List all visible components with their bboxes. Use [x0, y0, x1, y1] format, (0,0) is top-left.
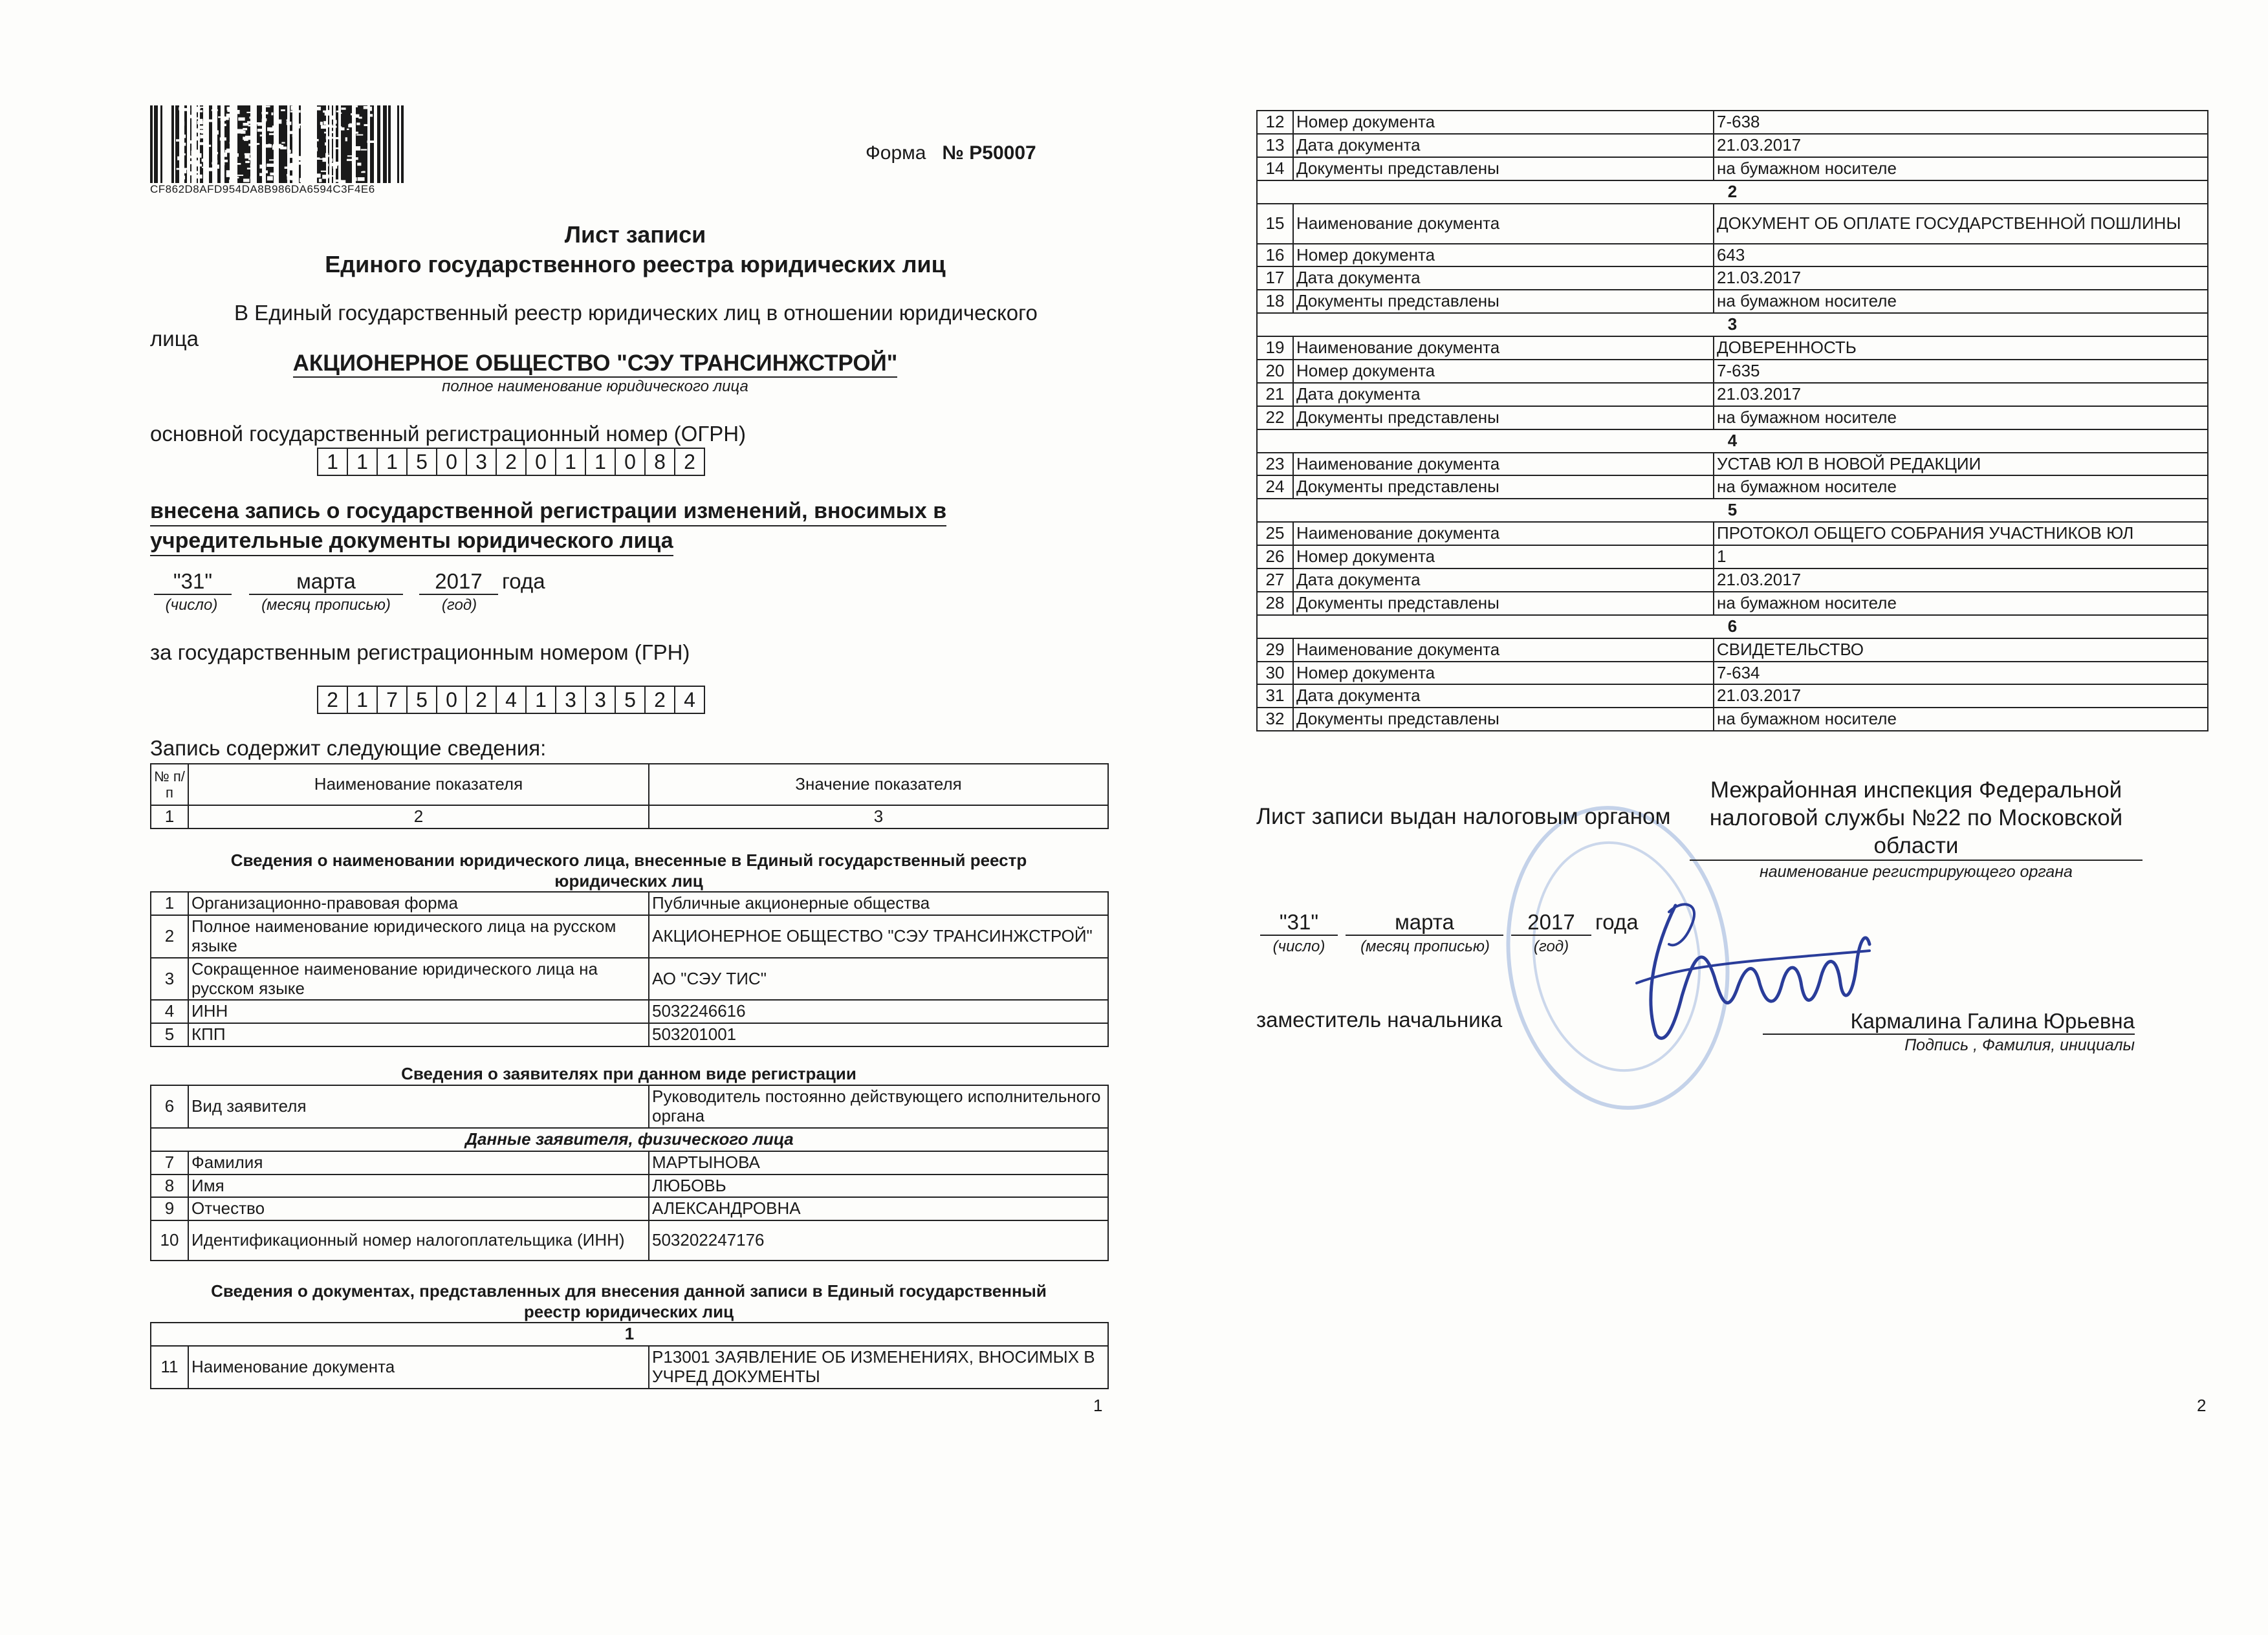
row-name: Вид заявителя: [188, 1085, 649, 1128]
digit-box: 2: [674, 448, 705, 476]
table-row: [1257, 290, 2208, 313]
row-value: на бумажном носителе: [1714, 290, 2208, 313]
row-value: 21.03.2017: [1714, 684, 2208, 708]
digit-box: 2: [466, 686, 497, 714]
row-name: Дата документа: [1293, 266, 1714, 290]
row-number: 18: [1257, 290, 1293, 313]
row-name: Идентификационный номер налогоплательщика (ИНН): [188, 1220, 649, 1261]
row-name: Наименование документа: [1293, 522, 1714, 545]
digit-box: 1: [347, 686, 378, 714]
col-num-header: № п/п: [151, 764, 188, 805]
row-name: Номер документа: [1293, 545, 1714, 568]
row-number: 27: [1257, 568, 1293, 592]
row-name: Полное наименование юридического лица на русском языке: [188, 915, 649, 958]
row-value: 21.03.2017: [1714, 134, 2208, 157]
col-value-header: Значение показателя: [649, 764, 1108, 805]
digit-box: 1: [347, 448, 378, 476]
date1-cap-year: (год): [441, 596, 477, 614]
digit-box: 2: [317, 686, 348, 714]
date2-cap-year: (год): [1533, 938, 1569, 955]
row-name: Отчество: [188, 1197, 649, 1220]
company-name-caption: полное наименование юридического лица: [442, 378, 748, 395]
row-name: ИНН: [188, 1000, 649, 1023]
date2-year: 2017: [1511, 910, 1591, 936]
digit-box: 3: [466, 448, 497, 476]
row-value: 7-635: [1714, 360, 2208, 383]
digit-box: 1: [317, 448, 348, 476]
table-row: [1257, 708, 2208, 731]
table-row: [1257, 383, 2208, 406]
section3-title-line2: реестр юридических лиц: [523, 1302, 734, 1321]
authority-caption: наименование регистрирующего органа: [1760, 863, 2073, 881]
row-number: 26: [1257, 545, 1293, 568]
digit-box: 2: [644, 686, 675, 714]
row-number: 32: [1257, 708, 1293, 731]
row-name: Дата документа: [1293, 684, 1714, 708]
table-row: [151, 1000, 1108, 1023]
document-group-number: 6: [1257, 615, 2208, 638]
section1-title-line2: юридических лиц: [554, 871, 703, 891]
row-number: 10: [151, 1220, 188, 1261]
row-number: 2: [151, 915, 188, 958]
section2-table: [150, 1085, 1109, 1261]
row-name: Наименование документа: [1293, 204, 1714, 244]
intro-line1: В Единый государственный реестр юридических лиц в отношении юридического: [234, 301, 1038, 325]
row-value: МАРТЫНОВА: [649, 1151, 1108, 1175]
digit-box: 7: [376, 686, 408, 714]
table-row: [1257, 545, 2208, 568]
row-value: 1: [1714, 545, 2208, 568]
date1-day: "31": [154, 569, 232, 595]
document-group-number: 2: [1257, 180, 2208, 204]
digit-box: 0: [436, 686, 467, 714]
digit-box: 1: [525, 686, 556, 714]
applicant-subheader: Данные заявителя, физического лица: [151, 1128, 1108, 1151]
date1-suffix: года: [502, 569, 545, 593]
row-number: 23: [1257, 453, 1293, 476]
table-row: [1257, 204, 2208, 244]
document-group-row: [1257, 313, 2208, 336]
entry-type-line1: внесена запись о государственной регистрации изменений, вносимых в: [150, 497, 946, 526]
row-number: 17: [1257, 266, 1293, 290]
form-label: Форма: [866, 142, 926, 164]
row-name: Сокращенное наименование юридического лица на русском языке: [188, 958, 649, 1001]
table-row: [1257, 638, 2208, 662]
ogrn-label: основной государственный регистрационный номер (ОГРН): [150, 422, 747, 446]
row-value: 7-638: [1714, 111, 2208, 134]
signer-position: заместитель начальника: [1256, 1008, 1503, 1032]
digit-box: 5: [406, 448, 437, 476]
document-group-row: [1257, 429, 2208, 453]
row-name: Дата документа: [1293, 568, 1714, 592]
row-name: Документы представлены: [1293, 406, 1714, 429]
table-row: [151, 1151, 1108, 1175]
row-value: на бумажном носителе: [1714, 592, 2208, 615]
row-value: на бумажном носителе: [1714, 475, 2208, 499]
table-row: [151, 958, 1108, 1001]
authority-line2: налоговой службы №22 по Московской: [1709, 805, 2123, 830]
row-number: 1: [151, 892, 188, 915]
company-name-block: [272, 351, 919, 396]
digit-box: 1: [555, 448, 586, 476]
row-name: Документы представлены: [1293, 592, 1714, 615]
table-row: [1257, 684, 2208, 708]
document-group-number: 4: [1257, 429, 2208, 453]
table-row: [151, 1346, 1108, 1389]
row-value: АЛЕКСАНДРОВНА: [649, 1197, 1108, 1220]
grn-label: за государственным регистрационным номером (ГРН): [150, 640, 690, 664]
row-value: 21.03.2017: [1714, 383, 2208, 406]
form-number: [866, 142, 1036, 164]
row-value: ДОКУМЕНТ ОБ ОПЛАТЕ ГОСУДАРСТВЕННОЙ ПОШЛИНЫ: [1714, 204, 2208, 244]
row-number: 22: [1257, 406, 1293, 429]
entry-type: [150, 497, 946, 556]
row-value: АКЦИОНЕРНОЕ ОБЩЕСТВО "СЭУ ТРАНСИНЖСТРОЙ": [649, 915, 1108, 958]
row-number: 15: [1257, 204, 1293, 244]
table-row: [1257, 157, 2208, 180]
row-value: 5032246616: [649, 1000, 1108, 1023]
table-row: [1257, 336, 2208, 360]
row-name: Наименование документа: [1293, 638, 1714, 662]
date2-day: "31": [1260, 910, 1338, 936]
col-name-header: Наименование показателя: [188, 764, 649, 805]
row-number: 7: [151, 1151, 188, 1175]
row-value: 7-634: [1714, 662, 2208, 685]
table-row: [1257, 360, 2208, 383]
digit-box: 1: [376, 448, 408, 476]
date1-cap-day: (число): [165, 596, 218, 614]
table-row: [151, 1220, 1108, 1261]
company-full-name: АКЦИОНЕРНОЕ ОБЩЕСТВО "СЭУ ТРАНСИНЖСТРОЙ": [293, 351, 898, 378]
table-row: [1257, 406, 2208, 429]
document-group-number: 5: [1257, 499, 2208, 522]
row-name: Документы представлены: [1293, 157, 1714, 180]
section2-title: Сведения о заявителях при данном виде регистрации: [401, 1064, 856, 1083]
date2-cap-month: (месяц прописью): [1360, 938, 1490, 955]
table-row: [151, 1197, 1108, 1220]
header-table: [150, 763, 1109, 829]
digit-box: 4: [496, 686, 527, 714]
entry-type-line2: учредительные документы юридического лица: [150, 526, 673, 556]
authority-line3: области: [1690, 832, 2143, 861]
digit-box: 0: [525, 448, 556, 476]
row-name: Наименование документа: [1293, 336, 1714, 360]
row-number: 14: [1257, 157, 1293, 180]
row-number: 19: [1257, 336, 1293, 360]
row-name: Номер документа: [1293, 244, 1714, 267]
digit-box: 3: [585, 686, 616, 714]
digit-box: 2: [496, 448, 527, 476]
table-row: [151, 892, 1108, 915]
section3-title-line1: Сведения о документах, представленных для внесения данной записи в Единый государственный: [211, 1281, 1047, 1301]
row-value: ЛЮБОВЬ: [649, 1175, 1108, 1198]
barcode-code: CF862D8AFD954DA8B986DA6594C3F4E6: [150, 183, 375, 195]
digit-box: 3: [555, 686, 586, 714]
row-value: 21.03.2017: [1714, 568, 2208, 592]
digit-box: 4: [674, 686, 705, 714]
section3-table: [150, 1322, 1109, 1389]
row-number: 5: [151, 1023, 188, 1046]
document-group-row: [1257, 499, 2208, 522]
row-value: на бумажном носителе: [1714, 406, 2208, 429]
page-title: [150, 220, 1120, 279]
table-row: [1257, 662, 2208, 685]
date1-cap-month: (месяц прописью): [261, 596, 391, 614]
row-value: ДОВЕРЕННОСТЬ: [1714, 336, 2208, 360]
table-row: [151, 1085, 1108, 1128]
table-row: [1257, 522, 2208, 545]
table-row: [151, 1023, 1108, 1046]
row-number: 6: [151, 1085, 188, 1128]
row-value: на бумажном носителе: [1714, 157, 2208, 180]
row-value: Публичные акционерные общества: [649, 892, 1108, 915]
digit-box: 1: [585, 448, 616, 476]
date2-cap-day: (число): [1272, 938, 1325, 955]
row-name: Дата документа: [1293, 134, 1714, 157]
row-number: 16: [1257, 244, 1293, 267]
authority-line1: Межрайонная инспекция Федеральной: [1710, 777, 2122, 803]
date2-suffix: года: [1595, 910, 1639, 934]
digit-box: 8: [644, 448, 675, 476]
issued-label: Лист записи выдан налоговым органом: [1256, 804, 1671, 829]
row-name: Номер документа: [1293, 360, 1714, 383]
ogrn-digits: [318, 448, 705, 476]
col-idx-3: 3: [649, 805, 1108, 828]
signer-caption: Подпись , Фамилия, инициалы: [1904, 1036, 2135, 1054]
row-number: 13: [1257, 134, 1293, 157]
row-value: 503202247176: [649, 1220, 1108, 1261]
table-row: [1257, 244, 2208, 267]
row-number: 8: [151, 1175, 188, 1198]
page-1-number: 1: [1093, 1396, 1103, 1415]
table-row: [1257, 475, 2208, 499]
row-name: Наименование документа: [188, 1346, 649, 1389]
table-row: [1257, 453, 2208, 476]
row-number: 24: [1257, 475, 1293, 499]
row-value: УСТАВ ЮЛ В НОВОЙ РЕДАКЦИИ: [1714, 453, 2208, 476]
digit-box: 5: [406, 686, 437, 714]
row-value: на бумажном носителе: [1714, 708, 2208, 731]
row-number: 25: [1257, 522, 1293, 545]
document-group-number: 3: [1257, 313, 2208, 336]
barcode-image: [150, 105, 404, 183]
row-name: Номер документа: [1293, 662, 1714, 685]
row-number: 3: [151, 958, 188, 1001]
table-row: [1257, 568, 2208, 592]
col-idx-1: 1: [151, 805, 188, 828]
row-number: 28: [1257, 592, 1293, 615]
digit-box: 0: [436, 448, 467, 476]
table-row: [151, 915, 1108, 958]
row-name: Документы представлены: [1293, 708, 1714, 731]
page-2-number: 2: [2197, 1396, 2207, 1415]
digit-box: 5: [615, 686, 646, 714]
row-number: 9: [151, 1197, 188, 1220]
row-value: 643: [1714, 244, 2208, 267]
authority-block: [1690, 776, 2143, 883]
title-line2: Единого государственного реестра юридических лиц: [325, 251, 946, 277]
row-value: ПРОТОКОЛ ОБЩЕГО СОБРАНИЯ УЧАСТНИКОВ ЮЛ: [1714, 522, 2208, 545]
row-name: Документы представлены: [1293, 290, 1714, 313]
row-number: 31: [1257, 684, 1293, 708]
row-name: Организационно-правовая форма: [188, 892, 649, 915]
table-row: [1257, 134, 2208, 157]
row-value: Р13001 ЗАЯВЛЕНИЕ ОБ ИЗМЕНЕНИЯХ, ВНОСИМЫХ В УЧРЕД ДОКУМЕНТЫ: [649, 1346, 1108, 1389]
row-value: 21.03.2017: [1714, 266, 2208, 290]
row-name: Дата документа: [1293, 383, 1714, 406]
row-name: Наименование документа: [1293, 453, 1714, 476]
row-name: КПП: [188, 1023, 649, 1046]
row-value: АО "СЭУ ТИС": [649, 958, 1108, 1001]
table-row: [1257, 111, 2208, 134]
row-number: 29: [1257, 638, 1293, 662]
grn-digits: [318, 686, 705, 714]
date1-year: 2017: [419, 569, 498, 595]
row-number: 4: [151, 1000, 188, 1023]
document-group-row: [1257, 615, 2208, 638]
row-value: СВИДЕТЕЛЬСТВО: [1714, 638, 2208, 662]
col-idx-2: 2: [188, 805, 649, 828]
row-name: Фамилия: [188, 1151, 649, 1175]
row-number: 11: [151, 1346, 188, 1389]
signer-name: Кармалина Галина Юрьевна: [1763, 1009, 2135, 1035]
row-value: Руководитель постоянно действующего исполнительного органа: [649, 1085, 1108, 1128]
table-row: [151, 1175, 1108, 1198]
row-number: 21: [1257, 383, 1293, 406]
document-group-1: 1: [151, 1323, 1108, 1346]
contains-label: Запись содержит следующие сведения:: [150, 736, 547, 760]
section3-title: [150, 1281, 1107, 1322]
digit-box: 0: [615, 448, 646, 476]
row-name: Номер документа: [1293, 111, 1714, 134]
table-row: [1257, 266, 2208, 290]
title-line1: Лист записи: [564, 221, 706, 248]
section1-table: [150, 891, 1109, 1047]
section1-title-line1: Сведения о наименовании юридического лица, внесенные в Единый государственный реестр: [230, 850, 1027, 870]
row-name: Документы представлены: [1293, 475, 1714, 499]
document-group-row: [1257, 180, 2208, 204]
date2-month: марта: [1346, 910, 1503, 936]
date1-month: марта: [249, 569, 403, 595]
documents-table: [1256, 110, 2208, 731]
row-name: Имя: [188, 1175, 649, 1198]
row-number: 12: [1257, 111, 1293, 134]
row-number: 30: [1257, 662, 1293, 685]
table-row: [1257, 592, 2208, 615]
intro-line2: лица: [150, 327, 199, 351]
row-value: 503201001: [649, 1023, 1108, 1046]
section1-title: [150, 850, 1107, 891]
form-number-value: № Р50007: [942, 142, 1036, 164]
row-number: 20: [1257, 360, 1293, 383]
